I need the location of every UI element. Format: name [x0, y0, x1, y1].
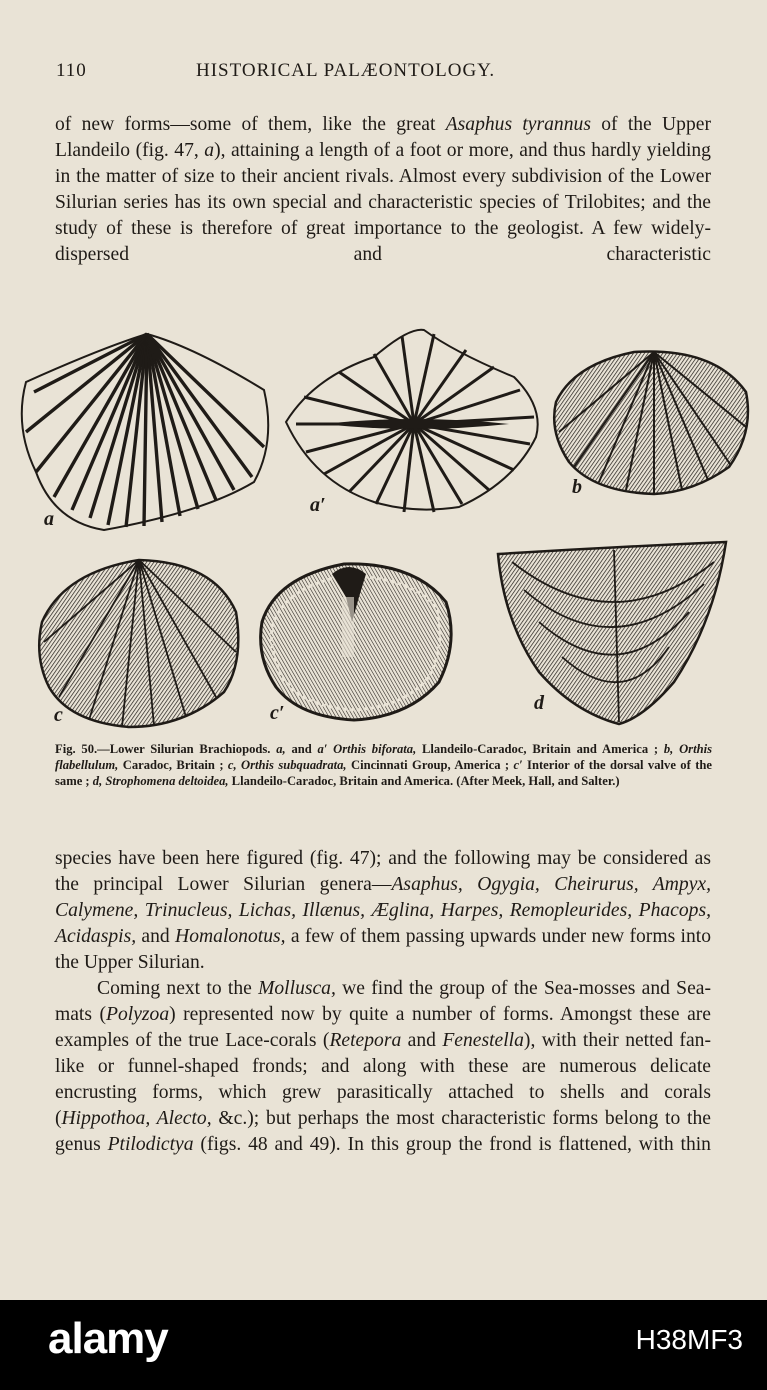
shell-c-prime-dorsal-valve-interior [261, 564, 452, 720]
figure-label-d: d [534, 692, 544, 714]
shell-a-prime-orthis-biforata [286, 330, 538, 512]
shell-b-orthis-flabellulum [554, 352, 748, 495]
figure-label-b: b [572, 476, 582, 498]
figure-label-a: a [44, 508, 54, 530]
brand-logo: alamy [48, 1314, 168, 1363]
shell-c-orthis-subquadrata [39, 560, 238, 727]
watermark-footer [0, 1300, 767, 1390]
figure-label-c-prime: c′ [270, 702, 285, 724]
page-header [56, 60, 712, 88]
paragraph-trilobites: of new forms—some of them, like the great Asaphus tyrannus of the Upper Llandeilo (fig. 47, a), attaining a length of a foot or more, and thus hardly yielding in the matter of size to their ancient rivals. Almost every subdivision of the Lower Silurian series has its own special and characteristic species of Trilobites; and the study of these is therefore of great importance to the geologist. A few widely-dispersed and characteristic [55, 114, 711, 265]
figure-50-brachiopods [14, 322, 754, 732]
stock-image-id: H38MF3 [635, 1324, 743, 1355]
shell-a-orthis-biforata [22, 334, 268, 530]
brachiopod-engravings [14, 322, 754, 732]
figure-caption: Fig. 50.—Lower Silurian Brachiopods. a, and a′ Orthis biforata, Llandeilo-Caradoc, Britain and America ; b, Orthis flabellulum, Caradoc, Britain ; c, Orthis subquadrata, Cincinnati Group, America ; c′ Interior of the dorsal valve of the same ; d, Strophomena deltoidea, Llandeilo-Caradoc, Britain and America. (After Meek, Hall, and Salter.) [55, 742, 712, 788]
page-number: 110 [56, 60, 87, 81]
figure-label-a-prime: a′ [310, 494, 326, 516]
paragraph-mollusca: Coming next to the Mollusca, we find the group of the Sea-mosses and Sea-mats (Polyzoa) represented now by quite a number of forms. Amongst these are examples of the true Lace-corals (Retepora and Fenestella), with their netted fan-like or funnel-shaped fronds; and along with these are numerous delicate encrusting forms, which grew parasitically attached to shells and corals (Hippothoa, Alecto, &c.); but perhaps the most characteristic forms belong to the genus Ptilodictya (figs. 48 and 49). In this group the frond is flattened, with thin [55, 978, 711, 1155]
running-title: HISTORICAL PALÆONTOLOGY. [196, 60, 496, 81]
text-block-top [55, 112, 711, 268]
paragraph-genera: species have been here figured (fig. 47); and the following may be considered as the principal Lower Silurian genera—Asaphus, Ogygia, Cheirurus, Ampyx, Calymene, Trinucleus, Lichas, Illænus, Æglina, Harpes, Remopleurides, Phacops, Acidaspis, and Homalonotus, a few of them passing upwards under new forms into the Upper Silurian. [55, 848, 712, 973]
shell-d-strophomena-deltoidea [498, 542, 726, 724]
figure-label-c: c [54, 704, 63, 726]
text-block-bottom [55, 846, 711, 1158]
